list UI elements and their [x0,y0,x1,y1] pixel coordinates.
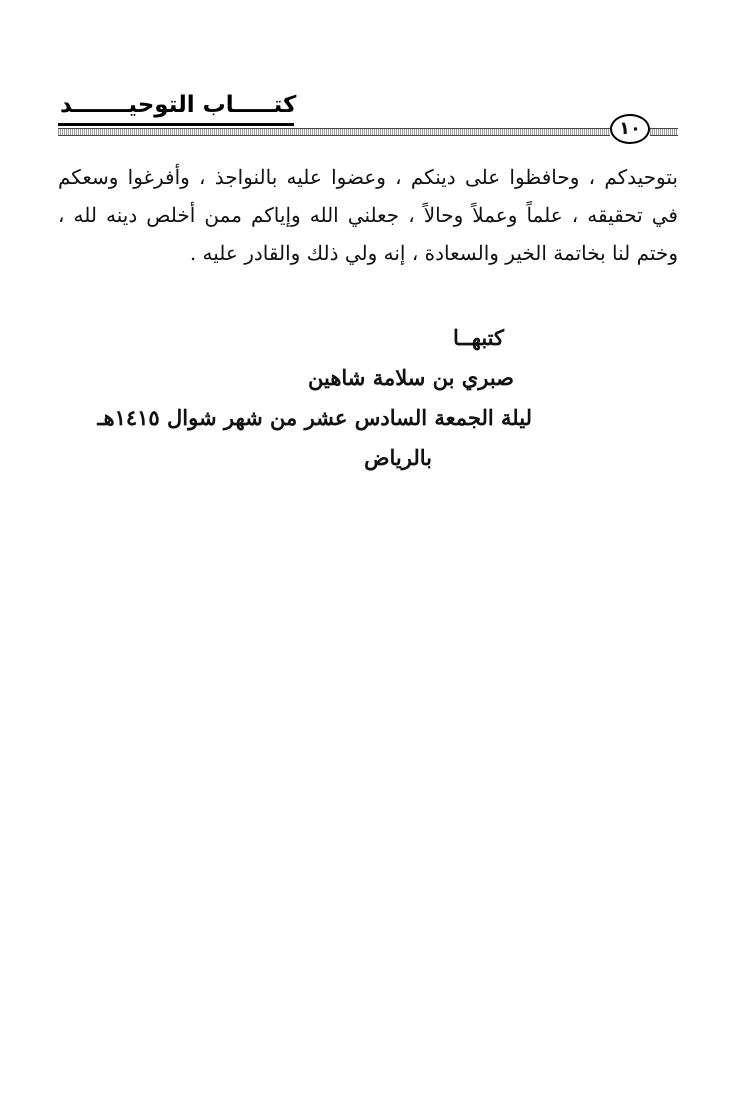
title-underline [58,123,294,126]
signature-block [97,318,532,478]
page-header [58,92,678,152]
signature-written-by: كتبهــا [452,325,504,350]
signature-date: ليلة الجمعة السادس عشر من شهر شوال ١٤١٥هـ [97,405,532,430]
book-title: كتـــــاب التوحيـــــــد [60,92,297,118]
header-rule-right [650,128,678,136]
body-paragraph [58,158,678,272]
body-line-1: بتوحيدكم ، وحافظوا على دينكم ، وعضوا عليه بالنواجذ ، وأفرغوا وسعكم [58,165,678,189]
body-line-3: وختم لنا بخاتمة الخير والسعادة ، إنه ولي ذلك والقادر عليه . [189,241,678,265]
signature-place: بالرياض [364,445,432,470]
page-number: ١٠ [610,114,650,144]
header-rule [58,128,610,136]
signature-author: صبري بن سلامة شاهين [308,365,514,390]
body-line-2: في تحقيقه ، علماً وعملاً وحالاً ، جعلني الله وإياكم ممن أخلص دينه لله ، [58,203,678,227]
